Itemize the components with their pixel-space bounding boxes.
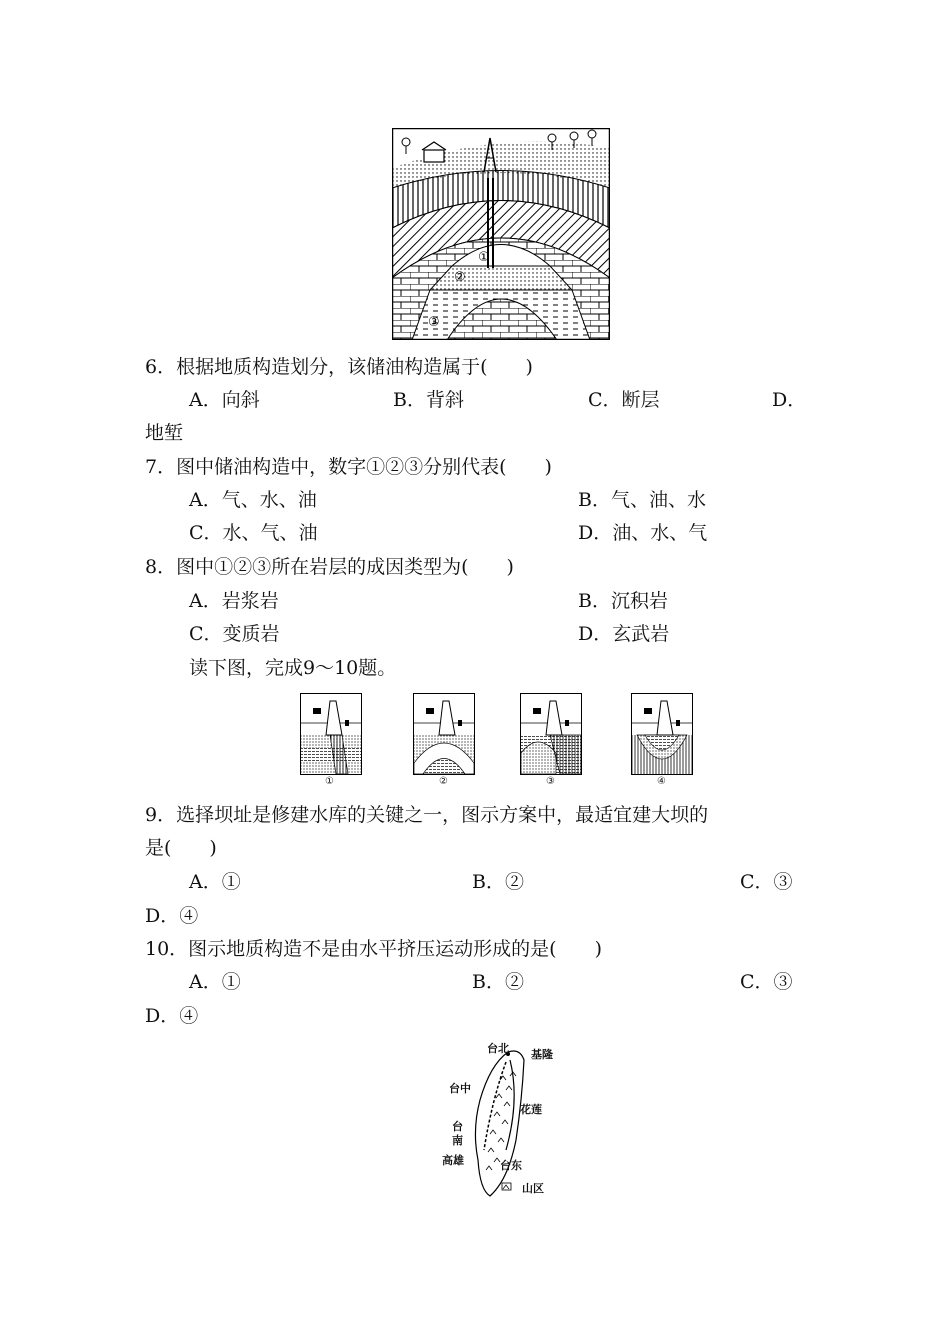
q6-option-d-wrap: 地堑 xyxy=(145,422,184,444)
city-taitung: 台东 xyxy=(500,1159,522,1172)
label-gas: ① xyxy=(478,250,490,265)
city-kaohsiung: 高雄 xyxy=(442,1154,464,1167)
q10-option-d[interactable]: D．④ xyxy=(145,1005,199,1027)
dam-scheme-4 xyxy=(631,693,693,775)
q6-option-b[interactable]: B．背斜 xyxy=(393,389,464,411)
dam-caption-3: ③ xyxy=(546,776,555,787)
q9-stem-line2: 是( ) xyxy=(145,837,217,859)
q9-option-b[interactable]: B．② xyxy=(472,871,524,893)
q9-option-a[interactable]: A．① xyxy=(189,871,241,893)
label-water: ③ xyxy=(428,315,440,330)
q6-stem: 6．根据地质构造划分，该储油构造属于( ) xyxy=(145,356,533,378)
dam-scheme-3 xyxy=(520,693,582,775)
city-taichung: 台中 xyxy=(449,1082,471,1095)
intro-9-10: 读下图，完成9～10题。 xyxy=(189,657,397,679)
city-hualien: 花莲 xyxy=(520,1103,542,1116)
city-tainan-1: 台 xyxy=(452,1120,463,1133)
dam-caption-2: ② xyxy=(439,776,448,787)
label-oil: ② xyxy=(454,270,466,285)
q8-option-d[interactable]: D．玄武岩 xyxy=(578,623,670,645)
dam-scheme-1 xyxy=(300,693,362,775)
q9-option-d[interactable]: D．④ xyxy=(145,905,199,927)
dam-scheme-2 xyxy=(413,693,475,775)
q10-option-c[interactable]: C．③ xyxy=(740,971,793,993)
city-taipei: 台北 xyxy=(487,1042,509,1055)
q10-option-b[interactable]: B．② xyxy=(472,971,524,993)
q7-option-d[interactable]: D．油、水、气 xyxy=(578,522,708,544)
city-tainan-2: 南 xyxy=(452,1134,463,1147)
q8-option-a[interactable]: A．岩浆岩 xyxy=(189,590,279,612)
legend-mountain: 山区 xyxy=(522,1182,544,1195)
q8-option-c[interactable]: C．变质岩 xyxy=(189,623,280,645)
dam-caption-1: ① xyxy=(325,776,334,787)
q6-option-c[interactable]: C．断层 xyxy=(588,389,660,411)
q10-option-a[interactable]: A．① xyxy=(189,971,241,993)
q7-option-c[interactable]: C．水、气、油 xyxy=(189,522,318,544)
city-keelung: 基隆 xyxy=(531,1048,553,1061)
dam-caption-4: ④ xyxy=(657,776,666,787)
q9-stem-line1: 9．选择坝址是修建水库的关键之一，图示方案中，最适宜建大坝的 xyxy=(145,804,709,826)
q8-stem: 8．图中①②③所在岩层的成因类型为( ) xyxy=(145,556,514,578)
q8-option-b[interactable]: B．沉积岩 xyxy=(578,590,668,612)
q6-option-a[interactable]: A．向斜 xyxy=(189,389,260,411)
q7-stem: 7．图中储油构造中，数字①②③分别代表( ) xyxy=(145,456,552,478)
q6-option-d[interactable]: D． xyxy=(772,389,807,411)
q9-option-c[interactable]: C．③ xyxy=(740,871,793,893)
q10-stem: 10．图示地质构造不是由水平挤压运动形成的是( ) xyxy=(145,938,603,960)
q7-option-b[interactable]: B．气、油、水 xyxy=(578,489,706,511)
anticline-oil-figure xyxy=(392,128,610,340)
q7-option-a[interactable]: A．气、水、油 xyxy=(189,489,317,511)
